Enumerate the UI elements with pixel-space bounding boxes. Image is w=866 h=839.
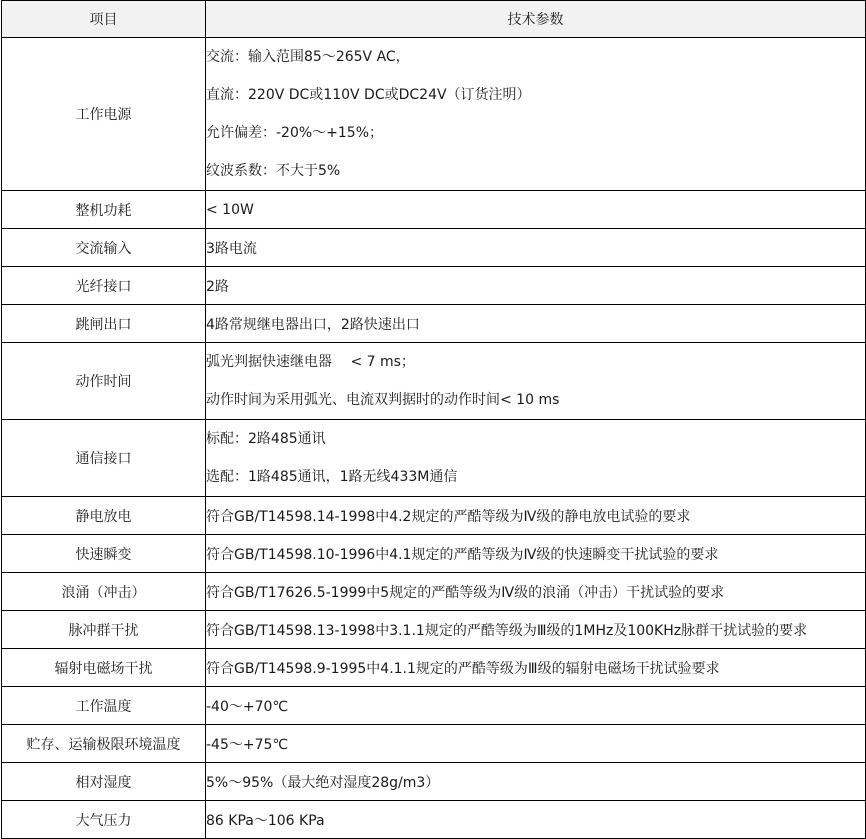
row-value: 符合GB/T14598.9-1995中4.1.1规定的严酷等级为Ⅲ级的辐射电磁场干扰试验要求 bbox=[206, 649, 866, 687]
row-value: 86 KPa～106 KPa bbox=[206, 801, 866, 839]
row-item: 静电放电 bbox=[2, 497, 206, 535]
table-row bbox=[2, 649, 866, 687]
row-value: 符合GB/T14598.10-1996中4.1规定的严酷等级为Ⅳ级的快速瞬变干扰试验的要求 bbox=[206, 535, 866, 573]
value-line: 纹波系数：不大于5% bbox=[206, 163, 341, 179]
header-params: 技术参数 bbox=[206, 1, 866, 38]
row-value: 符合GB/T14598.13-1998中3.1.1规定的严酷等级为Ⅲ级的1MHz及100KHz脉群干扰试验的要求 bbox=[206, 611, 866, 649]
row-item: 浪涌（冲击） bbox=[2, 573, 206, 611]
row-value: 5%～95%（最大绝对湿度28g/m3） bbox=[206, 763, 866, 801]
row-value: -40～+70℃ bbox=[206, 687, 866, 725]
row-item: 交流输入 bbox=[2, 229, 206, 267]
value-line: 弧光判据快速继电器 < 7 ms； bbox=[206, 354, 415, 370]
row-item: 脉冲群干扰 bbox=[2, 611, 206, 649]
row-value: -45～+75℃ bbox=[206, 725, 866, 763]
row-value: < 10W bbox=[206, 191, 866, 229]
table-row bbox=[2, 267, 866, 305]
header-item: 项目 bbox=[2, 1, 206, 38]
row-item: 辐射电磁场干扰 bbox=[2, 649, 206, 687]
value-line: 选配：1路485通讯，1路无线433M通信 bbox=[206, 469, 458, 485]
table-row bbox=[2, 229, 866, 267]
row-item: 动作时间 bbox=[2, 343, 206, 420]
table-row bbox=[2, 191, 866, 229]
row-item: 相对湿度 bbox=[2, 763, 206, 801]
table-row bbox=[2, 687, 866, 725]
value-line: 标配：2路485通讯 bbox=[206, 431, 326, 447]
row-value bbox=[206, 38, 866, 191]
row-value bbox=[206, 420, 866, 497]
row-item: 工作温度 bbox=[2, 687, 206, 725]
row-item: 贮存、运输极限环境温度 bbox=[2, 725, 206, 763]
value-line: 交流：输入范围85～265V AC， bbox=[206, 49, 410, 65]
table-row bbox=[2, 611, 866, 649]
table-row bbox=[2, 343, 866, 420]
row-item: 通信接口 bbox=[2, 420, 206, 497]
row-item: 快速瞬变 bbox=[2, 535, 206, 573]
table-row bbox=[2, 573, 866, 611]
table-row bbox=[2, 305, 866, 343]
table-row bbox=[2, 763, 866, 801]
row-value: 符合GB/T17626.5-1999中5规定的严酷等级为Ⅳ级的浪涌（冲击）干扰试验的要求 bbox=[206, 573, 866, 611]
row-value: 2路 bbox=[206, 267, 866, 305]
row-value: 4路常规继电器出口，2路快速出口 bbox=[206, 305, 866, 343]
table-row bbox=[2, 497, 866, 535]
row-item: 工作电源 bbox=[2, 38, 206, 191]
row-value bbox=[206, 343, 866, 420]
row-item: 光纤接口 bbox=[2, 267, 206, 305]
value-line: 允许偏差：-20%～+15%； bbox=[206, 125, 384, 141]
table-row bbox=[2, 725, 866, 763]
table-row bbox=[2, 801, 866, 839]
value-line: 直流：220V DC或110V DC或DC24V（订货注明） bbox=[206, 87, 531, 103]
table-row bbox=[2, 420, 866, 497]
row-item: 大气压力 bbox=[2, 801, 206, 839]
table-header-row bbox=[2, 1, 866, 38]
spec-table bbox=[1, 0, 866, 839]
row-value: 符合GB/T14598.14-1998中4.2规定的严酷等级为Ⅳ级的静电放电试验的要求 bbox=[206, 497, 866, 535]
table-row bbox=[2, 38, 866, 191]
value-line: 动作时间为采用弧光、电流双判据时的动作时间< 10 ms bbox=[206, 392, 560, 408]
row-item: 跳闸出口 bbox=[2, 305, 206, 343]
row-value: 3路电流 bbox=[206, 229, 866, 267]
row-item: 整机功耗 bbox=[2, 191, 206, 229]
table-row bbox=[2, 535, 866, 573]
